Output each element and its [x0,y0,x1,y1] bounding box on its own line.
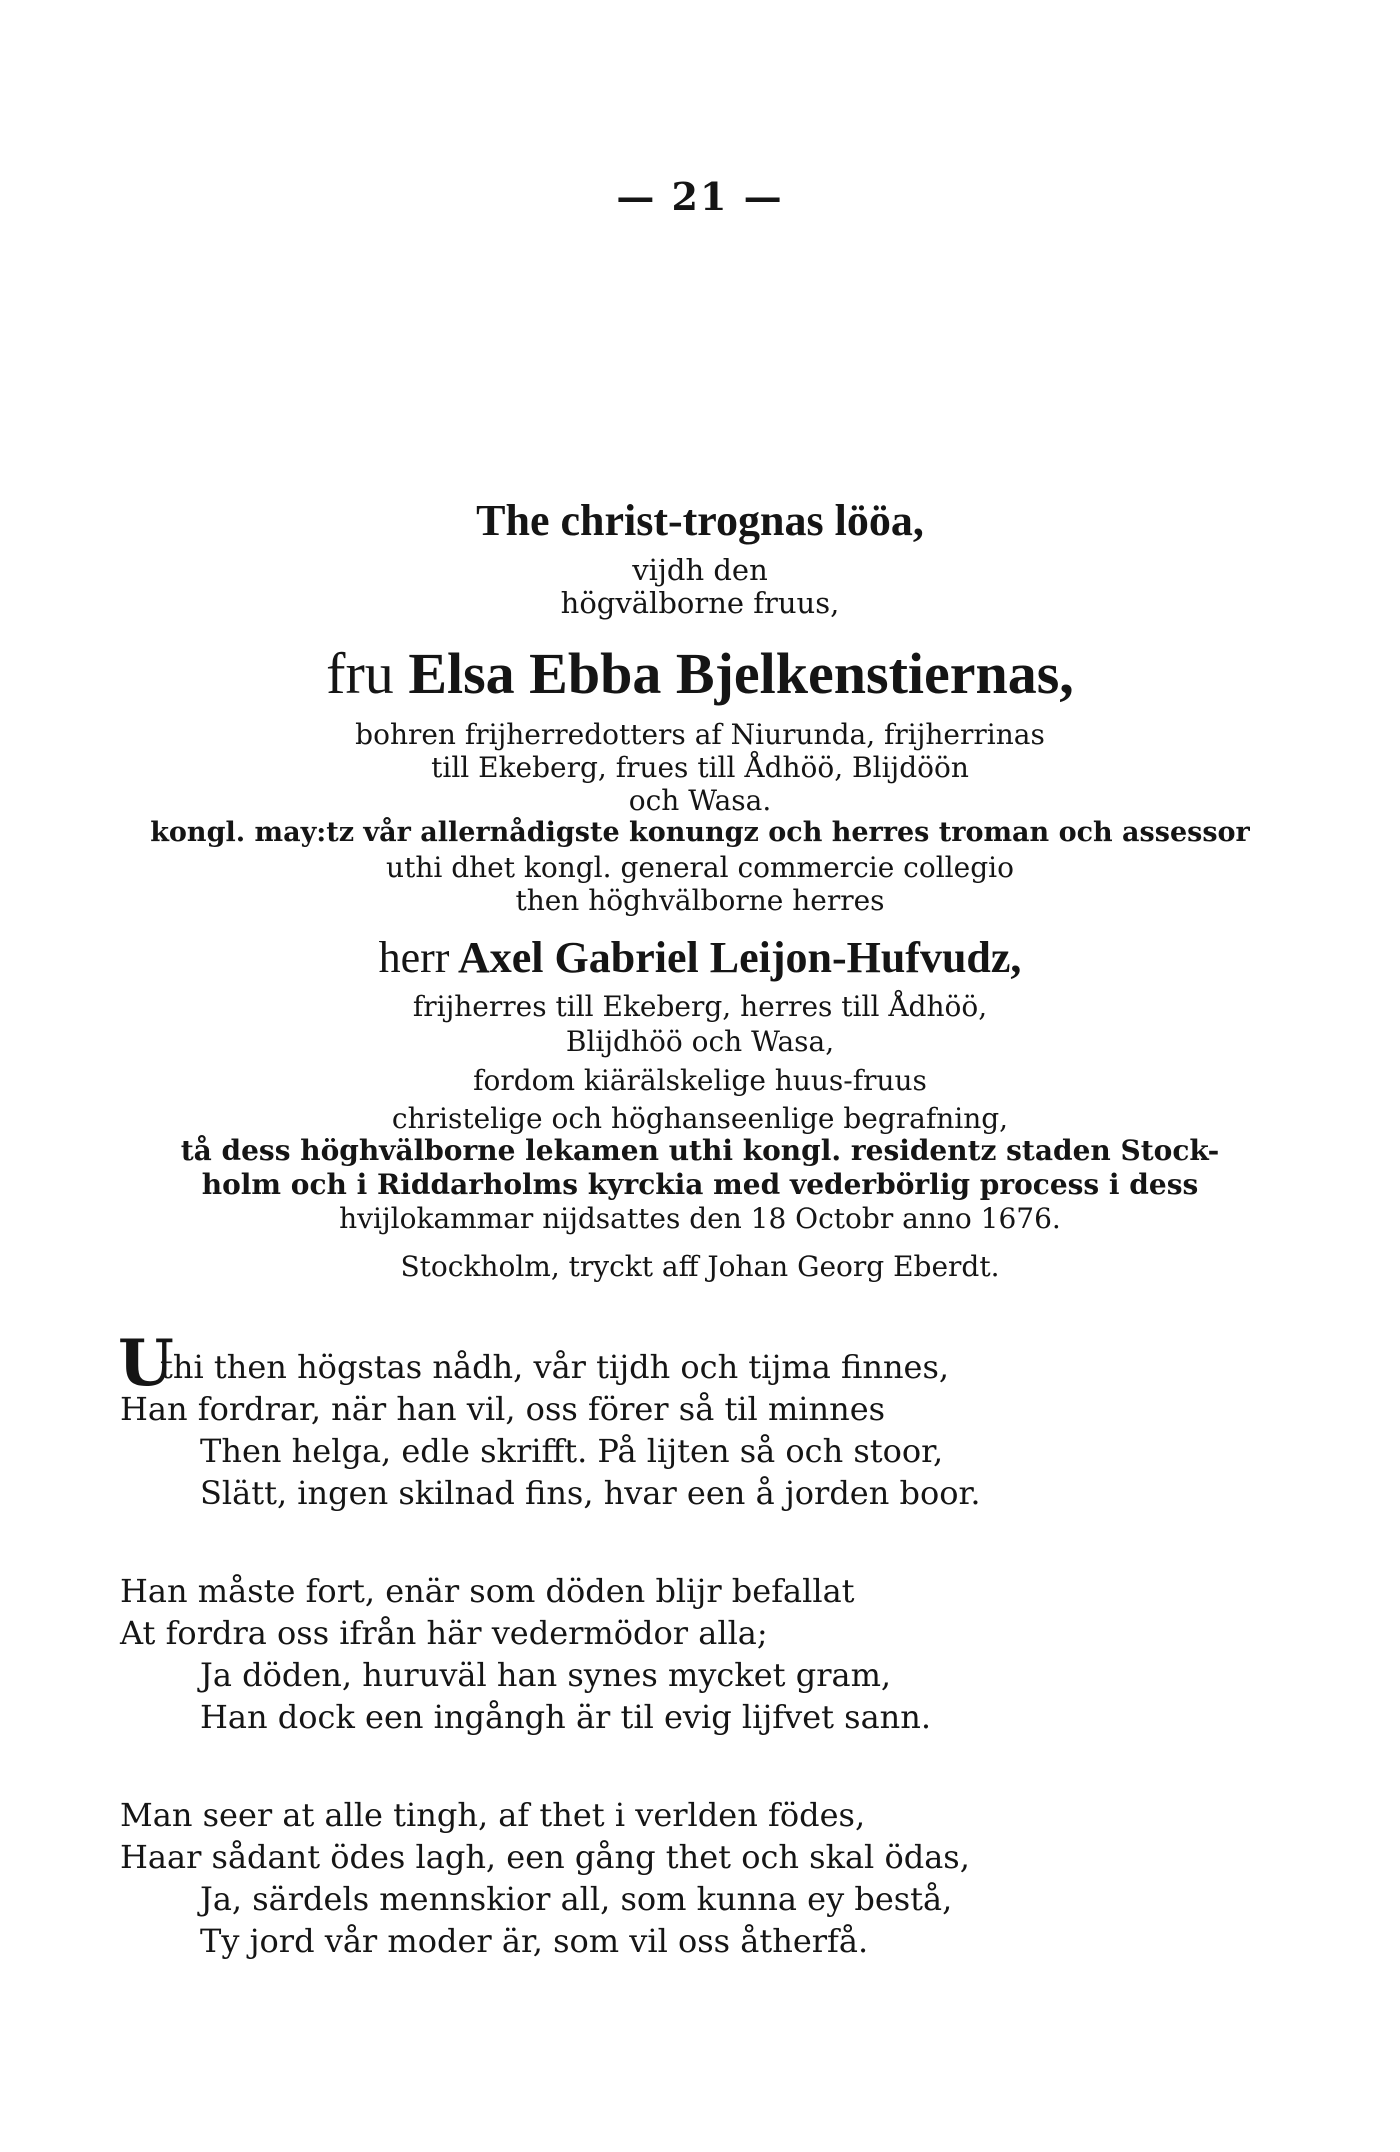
axel-name-text: Axel Gabriel Leijon-Hufvudz, [457,933,1022,982]
verse-line: Ja, särdels mennskior all, som kunna ey bestå, [200,1880,953,1918]
drop-cap: U [118,1326,174,1401]
imprint-line: Stockholm, tryckt aff Johan Georg Eberdt. [400,1250,1000,1283]
description-line: christelige och höghanseenlige begrafning, [391,1102,1009,1135]
husband-name [0,932,1400,983]
verse-line: Man seer at alle tingh, af thet i verlden födes, [120,1796,866,1834]
verse-line: Then helga, edle skrifft. På lijten så och stoor, [200,1432,944,1470]
dedicatee-name [0,640,1400,707]
verse-line: Han dock een ingångh är til evig lijfvet sann. [200,1698,932,1736]
description-line: Blijdhöö och Wasa, [565,1025,835,1058]
description-line: frijherres till Ekeberg, herres till Ådhöö, [412,990,988,1023]
description-line: och Wasa. [628,784,772,817]
description-line: then höghvälborne herres [515,884,885,917]
description-line: bohren frijherredotters af Niurunda, frijherrinas [355,718,1045,751]
verse-line: Haar sådant ödes lagh, een gång thet och skal ödas, [120,1838,970,1876]
description-line: tå dess höghvälborne lekamen uthi kongl. residentz staden Stock- [180,1134,1220,1167]
title: The christ-trognas lööa, [476,496,924,545]
description-line: holm och i Riddarholms kyrckia med vederbörlig process i dess [201,1168,1199,1201]
verse-line: At fordra oss ifrån här vedermödor alla; [120,1614,768,1652]
verse-line: Han måste fort, enär som döden blijr befallat [120,1572,855,1610]
name-prefix: fru [326,641,394,706]
description-line: hvijlokammar nijdsattes den 18 Octobr anno 1676. [339,1202,1061,1235]
description-line: kongl. may:tz vår allernådigste konungz och herres troman och assessor [150,817,1250,848]
page-number: — 21 — [616,174,784,219]
subtitle-line: vijdh den [632,553,768,587]
verse-line: Ja döden, huruväl han synes mycket gram, [200,1656,892,1694]
verse-line: thi then högstas nådh, vår tijdh och tijma finnes, [160,1348,950,1386]
description-line: uthi dhet kongl. general commercie collegio [386,851,1014,884]
description-line: till Ekeberg, frues till Ådhöö, Blijdöön [431,751,969,784]
subtitle-line: högvälborne fruus, [560,586,840,620]
description-line: fordom kiärälskelige huus-fruus [473,1064,927,1097]
verse-line: Ty jord vår moder är, som vil oss åtherfå. [200,1922,869,1960]
verse-line: Slätt, ingen skilnad fins, hvar een å jorden boor. [200,1474,981,1512]
axel-prefix: herr [378,933,450,982]
name-text: Elsa Ebba Bjelkenstiernas, [408,641,1074,706]
verse-line: Han fordrar, när han vil, oss förer så til minnes [120,1390,886,1428]
